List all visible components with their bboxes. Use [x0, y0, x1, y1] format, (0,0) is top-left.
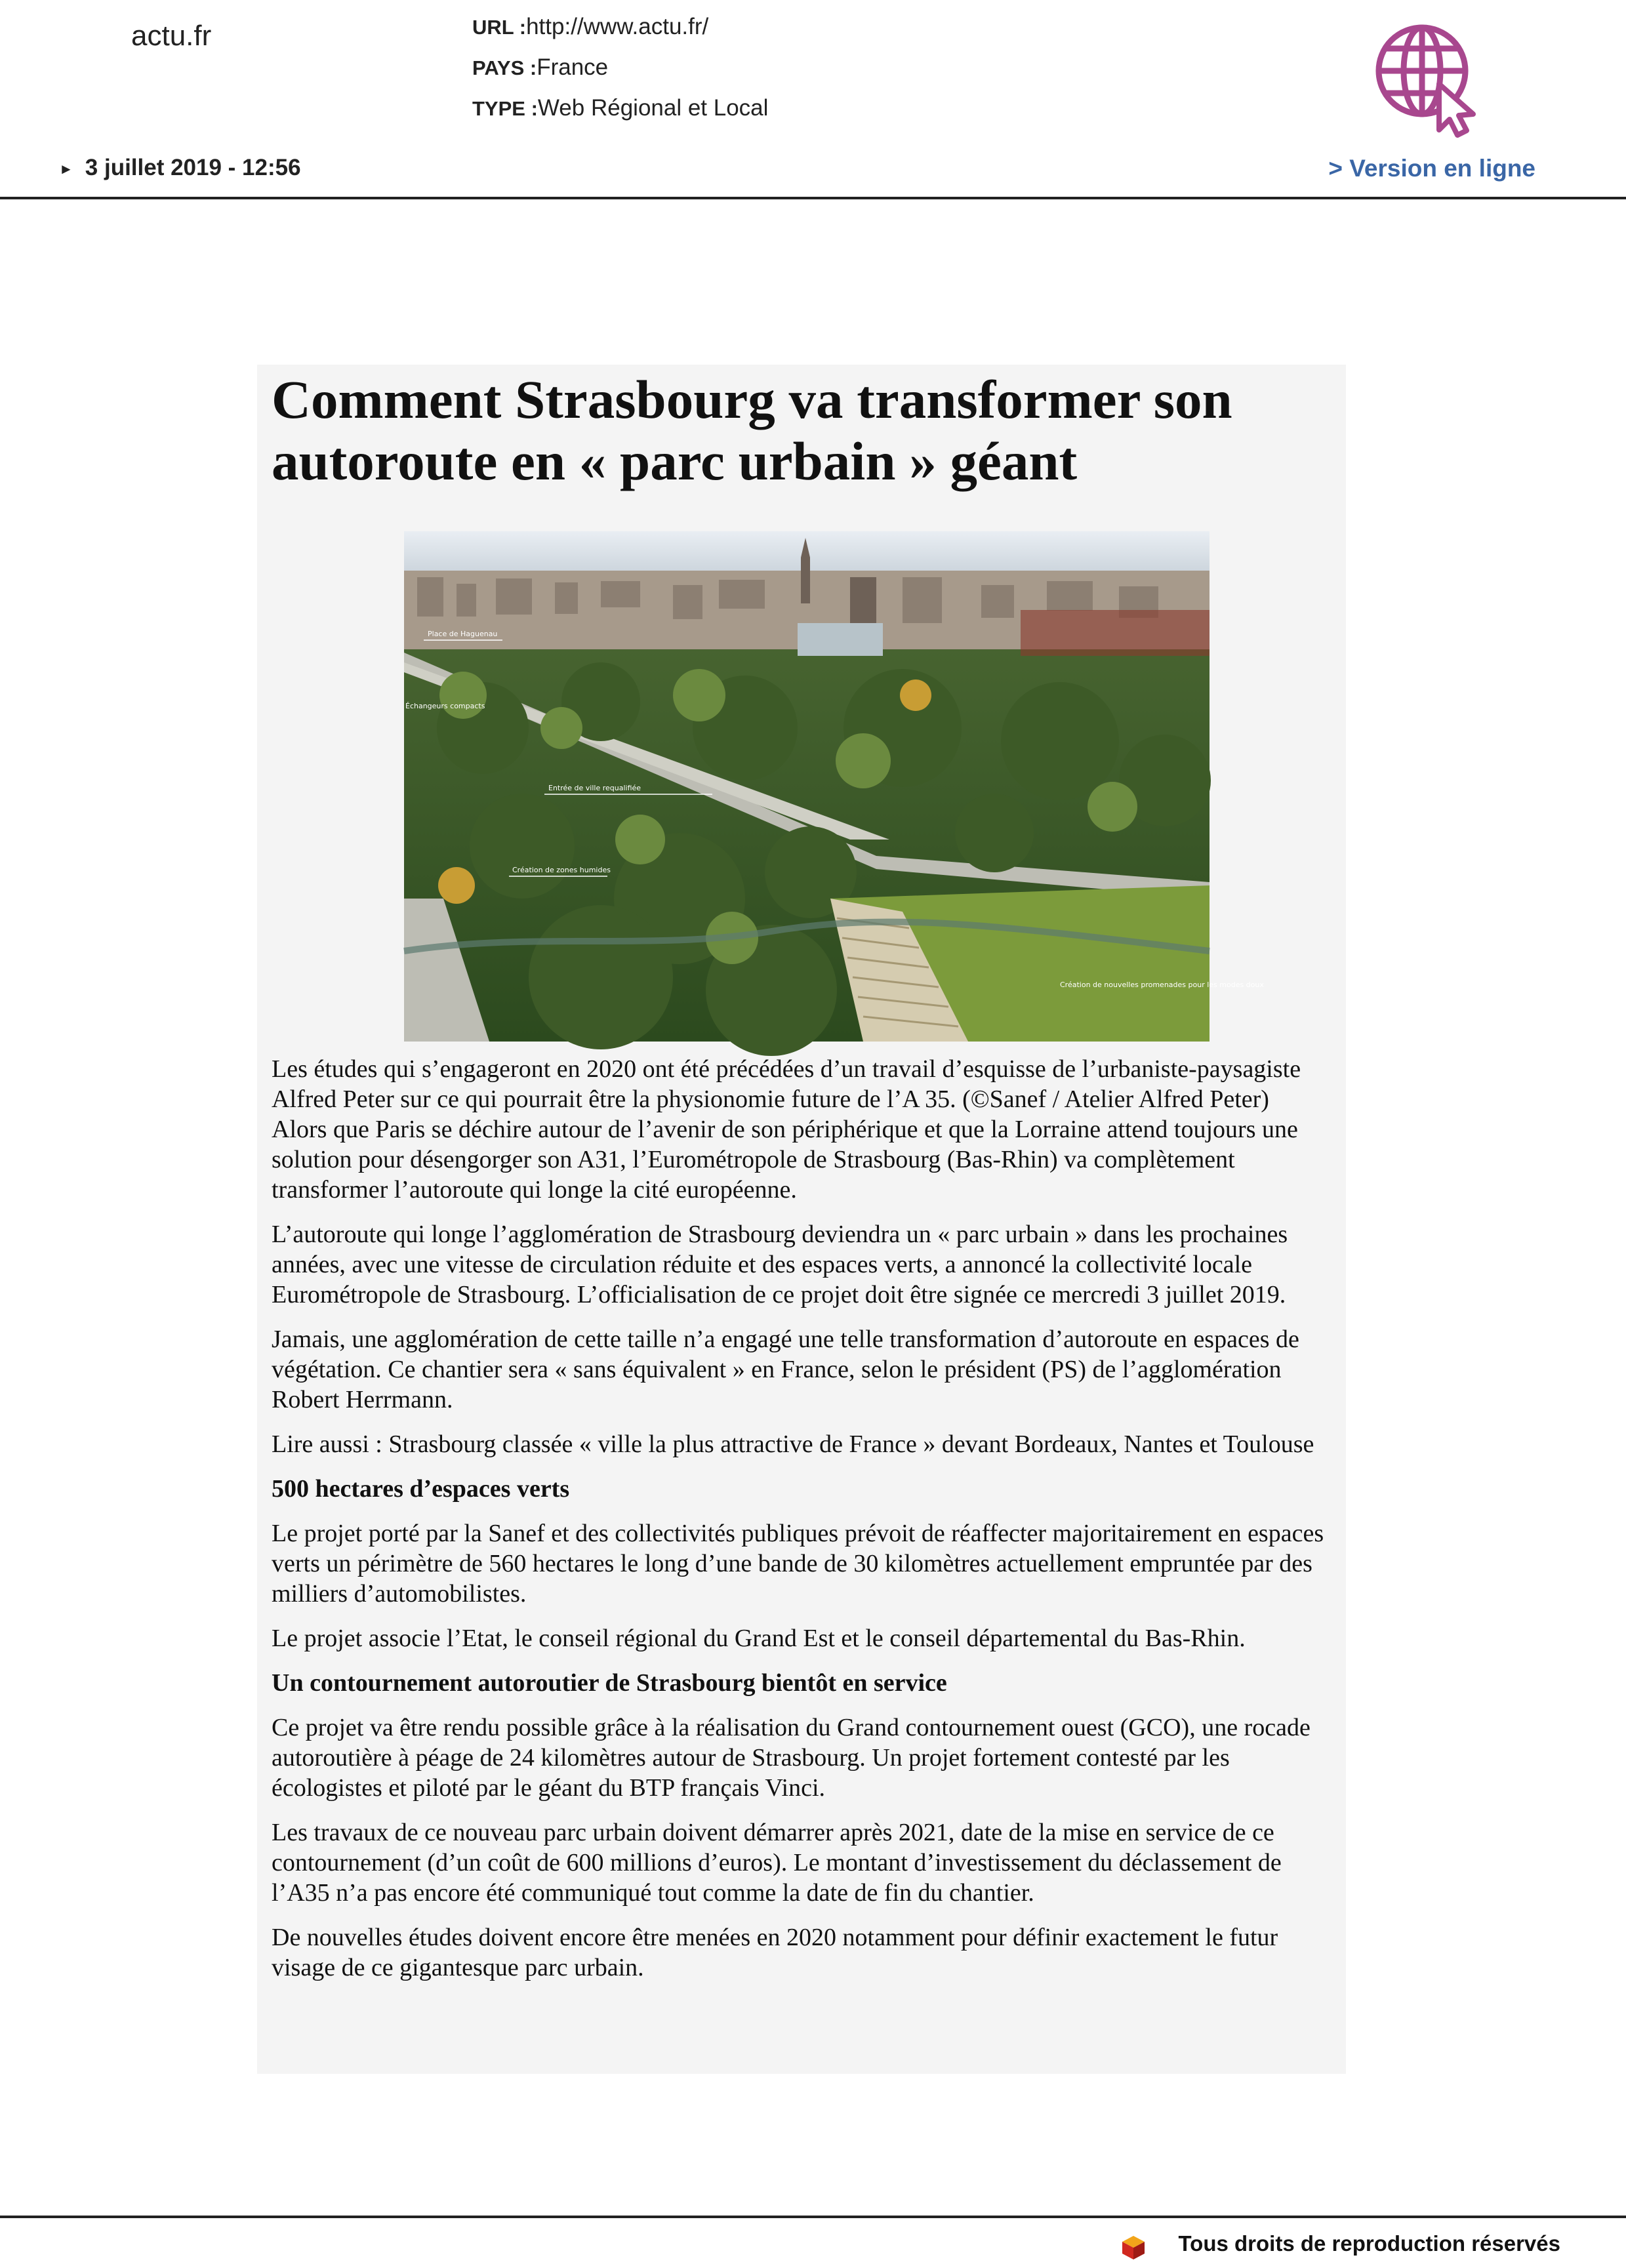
- site-name: actu.fr: [131, 20, 212, 52]
- rights-notice: Tous droits de reproduction réservés: [1178, 2231, 1560, 2256]
- photo-label-zones-humides: Création de zones humides: [512, 866, 611, 874]
- footer-divider: [0, 2216, 1626, 2218]
- lire-aussi-link[interactable]: Lire aussi : Strasbourg classée « ville la plus attractive de France » devant Bordeaux, Nantes et Toulouse: [272, 1430, 1314, 1458]
- photo-label-place-haguenau: Place de Haguenau: [428, 630, 498, 638]
- paragraph: Ce projet va être rendu possible grâce à la réalisation du Grand contournement ouest (GCO), une rocade autoroutière à péage de 24 kilomètres autour de Strasbourg. Un projet fortement contesté par les écologistes et piloté par le géant du BTP français Vinci.: [272, 1714, 1311, 1802]
- photo-label-promenades: Création de nouvelles promenades pour les modes doux: [1060, 981, 1264, 989]
- paragraph: De nouvelles études doivent encore être menées en 2020 notamment pour définir exactement le futur visage de ce gigantesque parc urbain.: [272, 1924, 1278, 1981]
- paragraph: Jamais, une agglomération de cette taille n’a engagé une telle transformation d’autoroute en espaces de végétation. Ce chantier sera « sans équivalent » en France, selon le président (PS) de l’agglomération Robert Herrmann.: [272, 1326, 1299, 1413]
- pays-row: [472, 47, 768, 88]
- section-heading: Un contournement autoroutier de Strasbourg bientôt en service: [272, 1669, 947, 1697]
- version-en-ligne-link[interactable]: > Version en ligne: [1328, 155, 1535, 182]
- paragraph: L’autoroute qui longe l’agglomération de Strasbourg deviendra un « parc urbain » dans les prochaines années, avec une vitesse de circulation réduite et des espaces verts, a annoncé la collectivité locale Eurométropole de Strasbourg. L’officialisation de ce projet doit être signée ce mercredi 3 juillet 2019.: [272, 1221, 1288, 1308]
- type-label: TYPE :: [472, 97, 538, 120]
- article-photo: [404, 531, 1264, 1042]
- paragraph: Le projet porté par la Sanef et des collectivités publiques prévoit de réaffecter majoritairement en espaces verts un périmètre de 560 hectares le long d’une bande de 30 kilomètres actuellement empruntée par des milliers d’automobilistes.: [272, 1520, 1324, 1608]
- source-metadata: [472, 7, 768, 129]
- article-title: Comment Strasbourg va transformer son autoroute en « parc urbain » géant: [272, 369, 1232, 491]
- pays-label: PAYS :: [472, 56, 537, 79]
- url-value[interactable]: http://www.actu.fr/: [526, 14, 709, 39]
- url-row: [472, 7, 768, 47]
- article-card: [257, 365, 1346, 2074]
- photo-label-entree-ville: Entrée de ville requalifiée: [548, 784, 641, 792]
- type-value: Web Régional et Local: [537, 95, 769, 121]
- paragraph: Alors que Paris se déchire autour de l’avenir de son périphérique et que la Lorraine attend toujours une solution pour désengorger son A31, l’Eurométropole de Strasbourg (Bas-Rhin) va complètement transformer l’autoroute qui longe la cité européenne.: [272, 1116, 1298, 1204]
- paragraph: Le projet associe l’Etat, le conseil régional du Grand Est et le conseil départemental du Bas-Rhin.: [272, 1625, 1246, 1652]
- type-row: [472, 88, 768, 129]
- publisher-cube-icon: [1120, 2235, 1147, 2261]
- globe-cursor-icon[interactable]: [1371, 18, 1489, 136]
- date-text: 3 juillet 2019 - 12:56: [85, 155, 301, 180]
- photo-caption: Les études qui s’engageront en 2020 ont été précédées d’un travail d’esquisse de l’urbaniste-paysagiste Alfred Peter sur ce qui pourrait être la physionomie future de l’A 35. (©Sanef / Atelier Alfred Peter): [272, 1055, 1301, 1113]
- article-body: [272, 1054, 1341, 1997]
- photo-label-echangeurs: Échangeurs compacts: [405, 702, 485, 710]
- pays-value: France: [537, 54, 609, 80]
- paragraph: Les travaux de ce nouveau parc urbain doivent démarrer après 2021, date de la mise en service de ce contournement (d’un coût de 600 millions d’euros). Le montant d’investissement du déclassement de l’A35 n’a pas encore été communiqué tout comme la date de fin du chantier.: [272, 1819, 1282, 1907]
- publication-date: [59, 155, 301, 181]
- header-divider: [0, 197, 1626, 199]
- section-heading: 500 hectares d’espaces verts: [272, 1475, 570, 1503]
- url-label: URL :: [472, 16, 527, 39]
- triangle-bullet-icon: ►: [59, 160, 73, 177]
